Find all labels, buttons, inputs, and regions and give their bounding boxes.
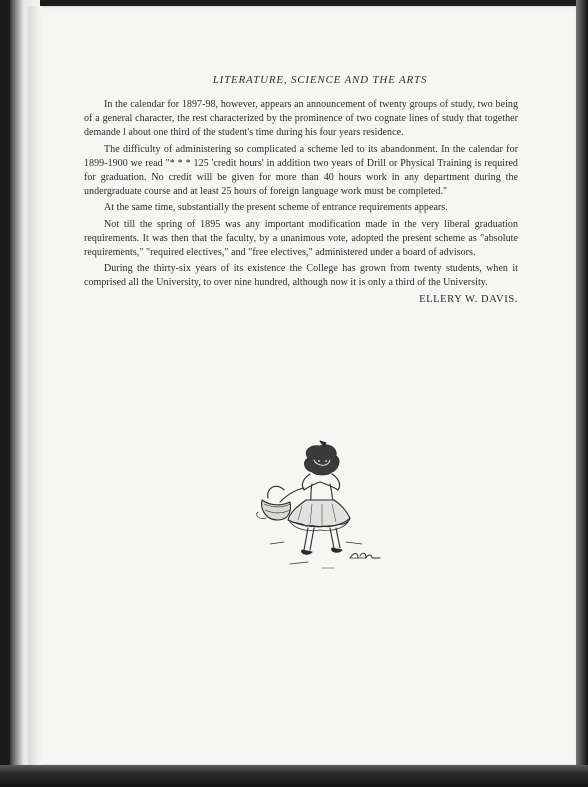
paragraph-3: At the same time, substantially the present scheme of entrance requirements appears. — [104, 202, 448, 214]
page-gutter-shading — [28, 6, 42, 766]
paragraph-1: In the calendar for 1897-98, however, appears an announcement of twenty groups of study, two being of a general character, the rest characterized by the prominence of two cognate lines of study that together demande l about one third of the student's time during his four years residence. — [84, 99, 518, 139]
scan-bottom-edge — [0, 765, 588, 787]
article-body — [84, 98, 518, 307]
scan-right-edge — [576, 0, 588, 787]
paragraph-5: During the thirty-six years of its existence the College has grown from twenty students, when it comprised all the University, to over nine hundred, although now it is only a third of the University. — [84, 263, 518, 289]
author-signature: ELLERY W. DAVIS. — [419, 293, 518, 305]
girl-with-basket-sketch-icon — [250, 440, 400, 590]
paragraph-4: Not till the spring of 1895 was any important modification made in the very liberal graduation requirements. It was then that the faculty, by a unanimous vote, adopted the present scheme as "absolute requirements," "required electives," and "free electives," administered under a board of advisors. — [84, 218, 518, 259]
running-header: LITERATURE, SCIENCE AND THE ARTS — [212, 74, 428, 86]
paragraph-2: The difficulty of administering so complicated a scheme led to its abandonment. In the calendar for 1899-1900 we read "* * * 125 'credit hours' in addition two years of Drill or Physical Training is required for graduation. No credit will be given for more than 40 hours work in any department during the undergraduate course and at least 25 hours of foreign language work must be completed." — [84, 143, 518, 198]
